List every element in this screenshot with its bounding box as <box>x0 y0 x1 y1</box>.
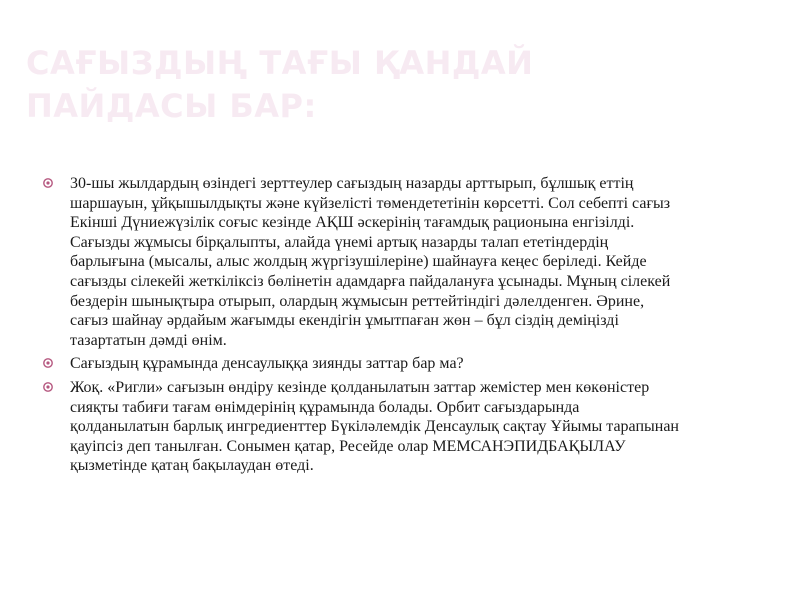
bullet-item <box>42 174 682 350</box>
bullet-text: Жоқ. «Ригли» сағызын өндіру кезінде қолданылатын заттар жемістер мен көкөністер сияқты табиғи тағам өнімдерінің құрамында болады. Орбит сағыздарында қолданылатын барлық ингредиенттер Бүкіләлемдік Денсаулық сақтау Ұйымы тарапынан қауіпсіз деп танылған. Сонымен қатар, Ресейде олар МЕМСАНЭПИДБАҚЫЛАУ қызметінде қатаң бақылаудан өтеді. <box>70 378 679 475</box>
circle-bullet-icon <box>42 381 54 393</box>
bullet-list <box>42 174 682 480</box>
slide-title-line-2: ПАЙДАСЫ БАР: <box>26 87 317 125</box>
slide-title-line-1: САҒЫЗДЫҢ ТАҒЫ ҚАНДАЙ <box>26 44 534 82</box>
bullet-item <box>42 354 682 374</box>
bullet-item <box>42 378 682 476</box>
bullet-text: 30-шы жылдардың өзіндегі зерттеулер сағыздың назарды арттырып, бұлшық еттің шаршауын, ұйқышылдықты және күйзелісті төмендететінін көрсетті. Сол себепті сағыз Екінші Дүниежүзілік соғыс кезінде АҚШ әскерінің тағамдық рационына енгізілді. Сағызды жұмысы бірқалыпты, алайда үнемі артық назарды талап ететіндердің барлығына (мысалы, алыс жолдың жүргізушілеріне) шайнауға кеңес беріледі. Кейде сағызды сілекейі жеткіліксіз бөлінетін адамдарға пайдалануға ұсынады. Мұның сілекей бездерін шынықтыра отырып, олардың жұмысын реттейтіндігі дәлелденген. Әрине, сағыз шайнау әрдайым жағымды екендігін ұмытпаған жөн – бұл сіздің деміңізді тазартатын дәмді өнім. <box>70 175 671 349</box>
circle-bullet-icon <box>42 357 54 369</box>
slide-title <box>26 42 726 128</box>
bullet-text: Сағыздың құрамында денсаулыққа зиянды заттар бар ма? <box>70 355 464 373</box>
circle-bullet-icon <box>42 177 54 189</box>
